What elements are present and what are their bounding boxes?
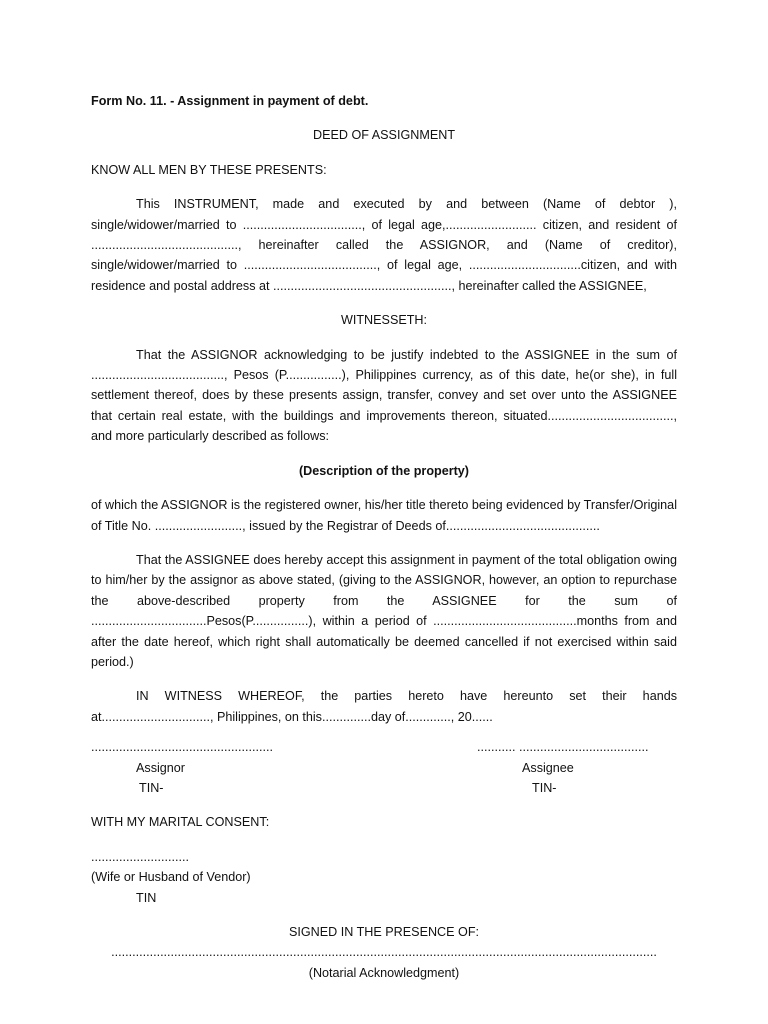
spouse-signature-line: ............................	[91, 849, 189, 864]
assignee-tin: TIN-	[532, 780, 557, 795]
title-evidence-paragraph: of which the ASSIGNOR is the registered owner, his/her title thereto being evidenced by Transfer/Original of Title No. ........................., issued by the Registrar of Deeds of............................................	[91, 498, 677, 533]
assignee-signature	[477, 737, 677, 798]
witness-signature-line: ............................................................................................................................................................	[111, 945, 657, 960]
acceptance-paragraph: That the ASSIGNEE does hereby accept this assignment in payment of the total obligation owing to him/her by the assignor as above stated, (giving to the ASSIGNOR, however, an option to repurchase the above-described property from the ASSIGNEE for the sum of .................................Pesos(P................), within a period of .........................................months from and after the date hereof, which right shall automatically be deemed cancelled if not exercised within said period.)	[91, 552, 677, 669]
signed-presence-heading: SIGNED IN THE PRESENCE OF:	[288, 925, 480, 939]
property-description-heading: (Description of the property)	[298, 463, 470, 478]
know-all-men-heading: KNOW ALL MEN BY THESE PRESENTS:	[91, 162, 327, 177]
marital-consent-heading: WITH MY MARITAL CONSENT:	[91, 815, 270, 830]
witnesseth-heading: WITNESSETH:	[340, 313, 428, 328]
notarial-acknowledgment: (Notarial Acknowledgment)	[308, 965, 460, 980]
assignor-tin: TIN-	[139, 780, 164, 795]
form-title: Form No. 11. - Assignment in payment of debt.	[91, 94, 369, 108]
spouse-label: (Wife or Husband of Vendor)	[91, 870, 251, 885]
assignee-signature-line: ........... .....................................	[477, 740, 649, 755]
instrument-paragraph: This INSTRUMENT, made and executed by and between (Name of debtor ), single/widower/married to .................................., of legal age,.......................... citizen, and resident of .........................................., hereinafter called the ASSIGNOR, and (Name of creditor), single/widower/married to ......................................, of legal age, ................................citizen, and with residence and postal address at ..................................................., hereinafter called the ASSIGNEE,	[91, 197, 677, 293]
signature-block	[91, 737, 677, 798]
assignor-signature	[91, 737, 331, 798]
assignor-signature-line: ....................................................	[91, 740, 273, 755]
in-witness-paragraph: IN WITNESS WHEREOF, the parties hereto have hereunto set their hands at..............................., Philippines, on this..............day of............., 20......	[91, 689, 677, 724]
deed-title: DEED OF ASSIGNMENT	[312, 128, 456, 143]
document-body	[91, 91, 677, 983]
assignor-label: Assignor	[136, 760, 185, 775]
assignee-label: Assignee	[522, 760, 574, 775]
indebtedness-paragraph: That the ASSIGNOR acknowledging to be justify indebted to the ASSIGNEE in the sum of ......................................, Pesos (P................), Philippines currency, as of this date, he(or she), in full settlement thereof, does by these presents assign, transfer, convey and set over unto the ASSIGNEE that certain real estate, with the buildings and improvements thereon, situated...................................., and more particularly described as follows:	[91, 347, 677, 444]
spouse-tin: TIN	[136, 890, 157, 905]
